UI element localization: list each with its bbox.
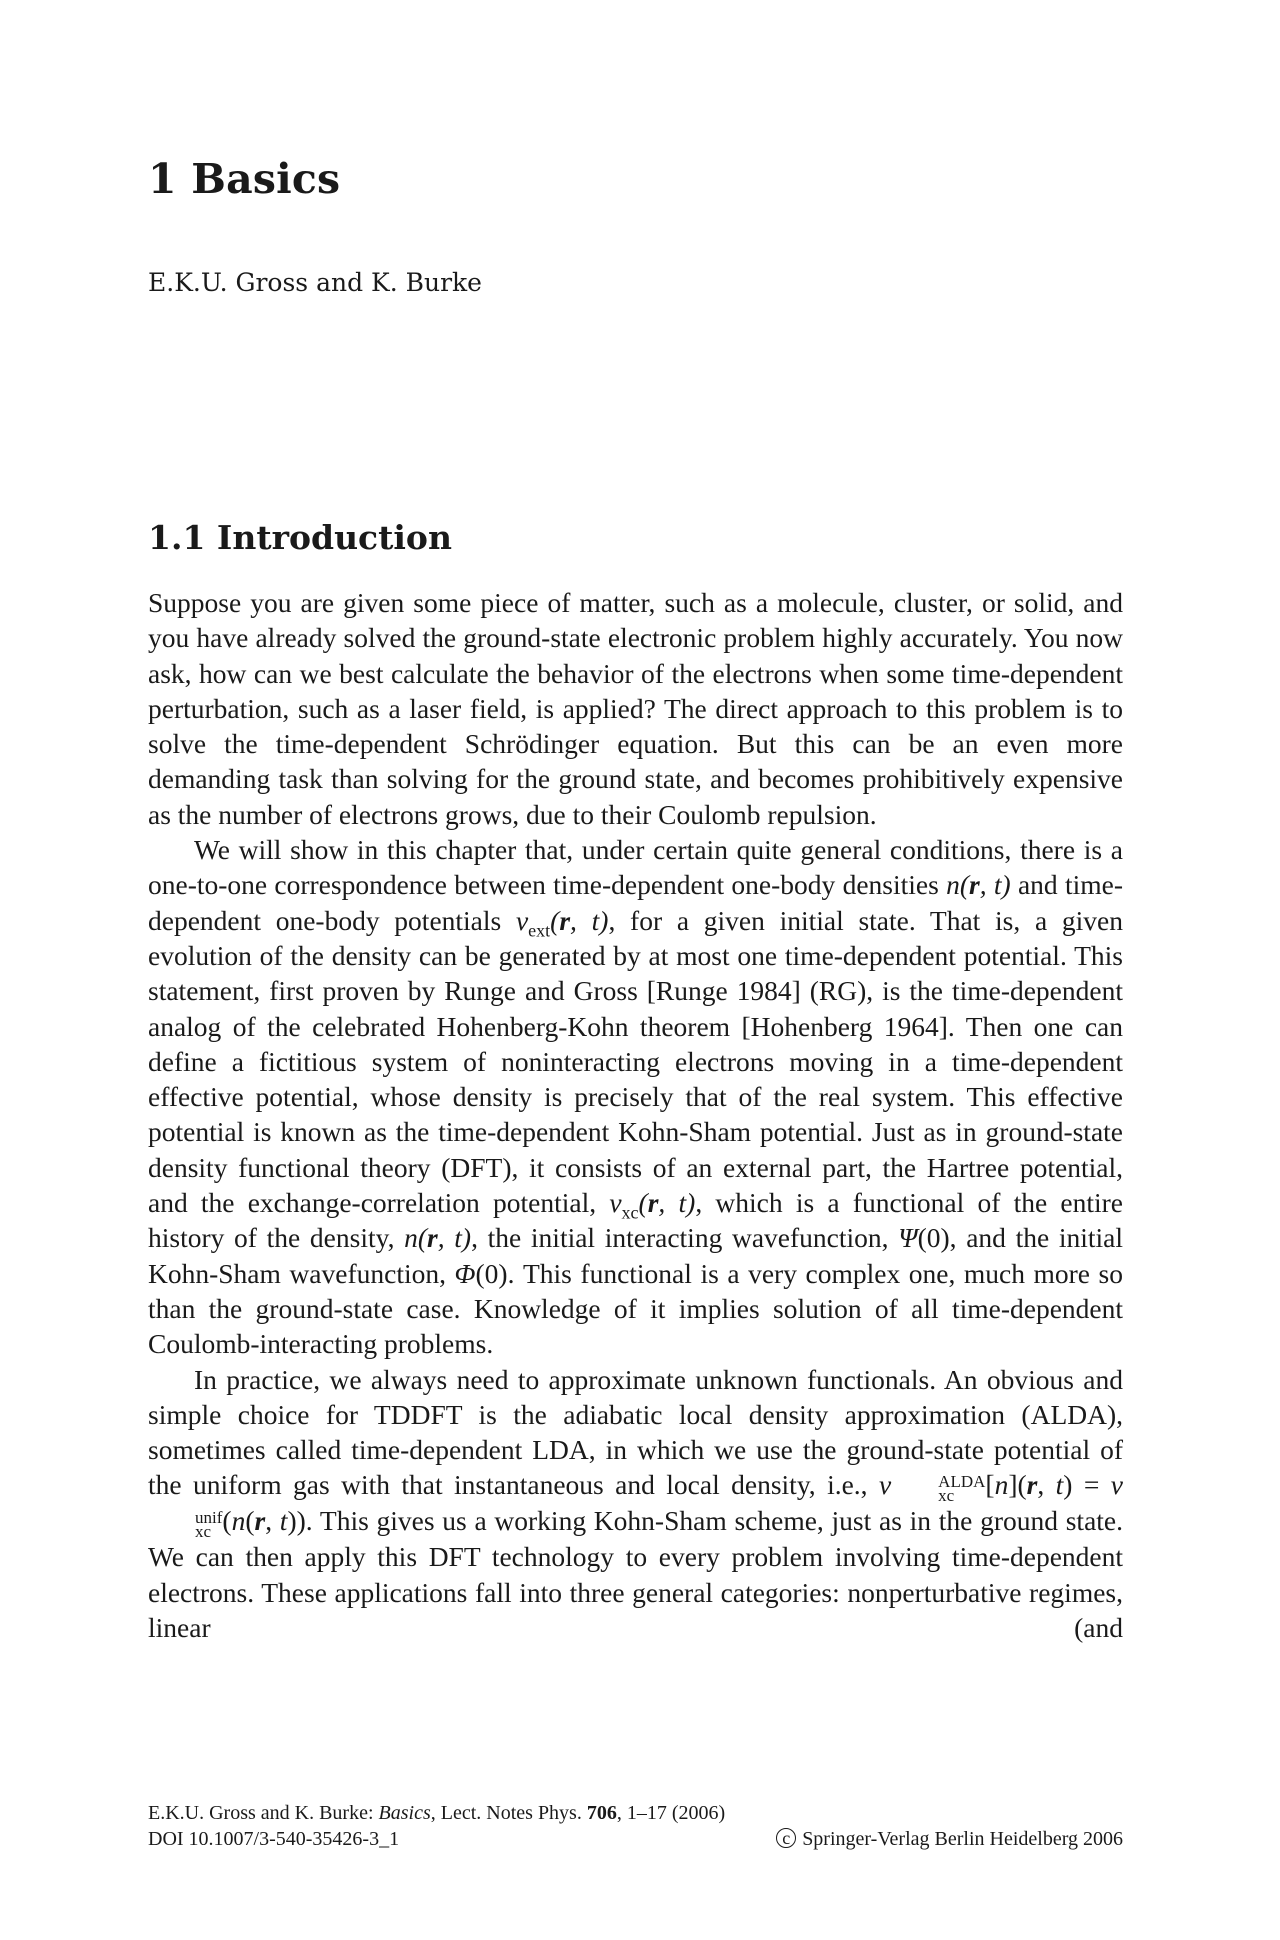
math-phi0: Φ(0) xyxy=(454,1257,508,1289)
paragraph-3: In practice, we always need to approximate unknown functionals. An obvious and simple choice for TDDFT is the adiabatic local density approximation (ALDA), sometimes called time-dependent LDA, in which we use the ground-state potential of the uniform gas with that instantaneous and local density, i.e., v ALDA xc [n](r, t) = v unif xc (n(r, t)). This gives us a working Kohn-Sham scheme, just as in the ground state. We can then apply this DFT technology to every problem involving time-dependent electrons. These applications fall into three general categories: nonperturbative regimes, linear (and xyxy=(148,1363,1123,1644)
math-density: n(r, t) xyxy=(946,869,1011,901)
section-number: 1.1 xyxy=(148,518,206,557)
page-footer xyxy=(148,1800,1123,1852)
section-heading xyxy=(148,518,452,557)
chapter-title: Basics xyxy=(191,155,341,203)
math-vext: $v_{ext}(r$, t) xyxy=(515,904,609,941)
copyright-icon: c xyxy=(776,1828,796,1848)
citation-line: E.K.U. Gross and K. Burke: Basics, Lect. Notes Phys. 706, 1–17 (2006) xyxy=(148,1802,726,1824)
chapter-number: 1 xyxy=(148,155,177,203)
math-psi0: Ψ(0) xyxy=(898,1222,950,1254)
math-vxc: $v_{xc}(r$, t) xyxy=(609,1187,696,1223)
chapter-heading xyxy=(148,155,340,203)
math-density-2: n(r, t) xyxy=(404,1222,472,1254)
body-text xyxy=(148,585,1123,1645)
authors: E.K.U. Gross and K. Burke xyxy=(148,268,482,297)
paragraph-2: We will show in this chapter that, under certain quite general conditions, there is a one-to-one correspondence between time-dependent one-body densities n(r, t) and time-dependent one-body potentials $v_{ext}(r$, t), for a given initial state. That is, a given evolution of the density can be generated by at most one time-dependent potential. This statement, first proven by Runge and Gross [Runge 1984] (RG), is the time-dependent analog of the celebrated Hohenberg-Kohn theorem [Hohenberg 1964]. Then one can define a fictitious system of noninteracting electrons moving in a time-dependent effective potential, whose density is precisely that of the real system. This effective potential is known as the time-dependent Kohn-Sham potential. Just as in ground-state density functional theory (DFT), it consists of an external part, the Hartree potential, and the exchange-correlation potential, $v_{xc}(r$, t), which is a functional of the entire history of the density, n(r, t), the initial interacting wavefunction, Ψ(0), and the initial Kohn-Sham wavefunction, Φ(0). This functional is a very complex one, much more so than the ground-state case. Knowledge of it implies solution of all time-dependent Coulomb-interacting problems. xyxy=(148,834,1124,1360)
doi: DOI 10.1007/3-540-35426-3_1 xyxy=(148,1828,400,1850)
copyright-line: c Springer-Verlag Berlin Heidelberg 2006 xyxy=(776,1826,1123,1852)
paragraph-1: Suppose you are given some piece of matter, such as a molecule, cluster, or solid, and you have already solved the ground-state electronic problem highly accurately. You now ask, how can we best calculate the behavior of the electrons when some time-dependent perturbation, such as a laser field, is applied? The direct approach to this problem is to solve the time-dependent Schrödinger equation. But this can be an even more demanding task than solving for the ground state, and becomes prohibitively expensive as the number of electrons grows, due to their Coulomb repulsion. xyxy=(148,587,1123,830)
math-alda-equation: v ALDA xc [n](r, t) = v unif xc (n(r, t)). xyxy=(195,1469,1123,1542)
section-title: Introduction xyxy=(216,518,452,557)
